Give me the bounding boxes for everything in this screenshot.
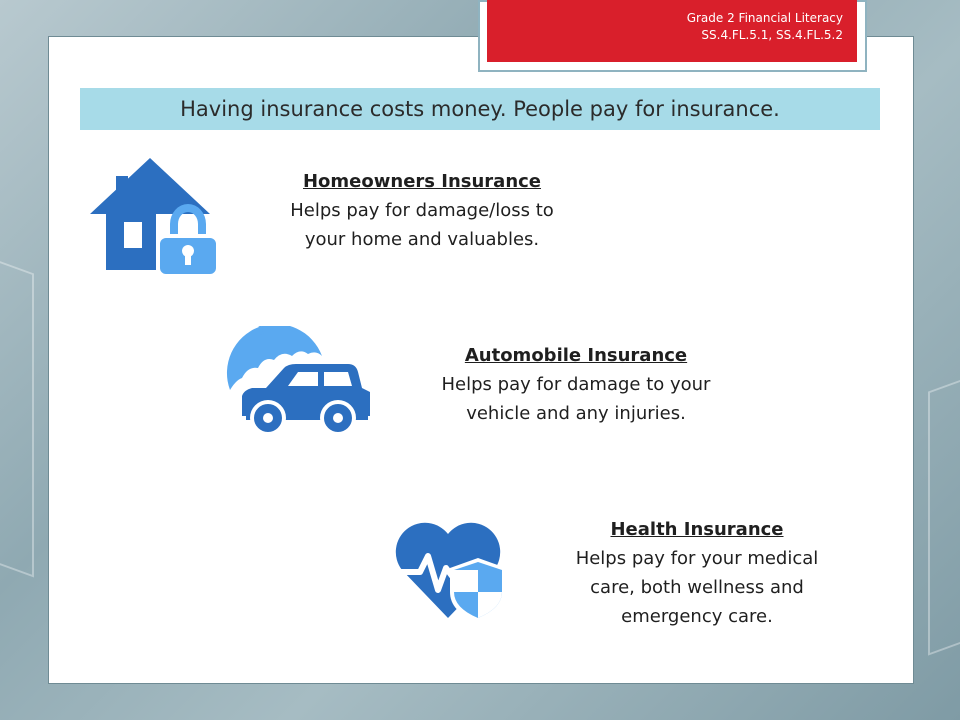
health-section	[520, 516, 874, 631]
health-desc-line1: Helps pay for your medical	[575, 548, 819, 569]
automobile-title: Automobile Insurance	[464, 345, 688, 366]
automobile-desc-line1: Helps pay for damage to your	[441, 374, 711, 395]
homeowners-desc-line1: Helps pay for damage/loss to	[290, 200, 554, 221]
homeowners-section	[240, 168, 604, 254]
badge-standards-label: SS.4.FL.5.1, SS.4.FL.5.2	[701, 28, 843, 42]
automobile-desc-line2: vehicle and any injuries.	[466, 403, 686, 424]
automobile-section	[394, 342, 758, 428]
house-lock-icon	[86, 154, 220, 276]
car-umbrella-icon	[226, 326, 376, 436]
background-hexagon-right	[928, 368, 960, 655]
health-desc-line2: care, both wellness and	[590, 577, 804, 598]
grade-badge	[487, 0, 857, 62]
health-desc-line3: emergency care.	[621, 606, 773, 627]
homeowners-desc-line2: your home and valuables.	[304, 229, 540, 250]
headline-banner: Having insurance costs money. People pay for insurance.	[80, 88, 880, 130]
health-title: Health Insurance	[610, 519, 784, 540]
heart-shield-icon	[394, 518, 508, 622]
background-hexagon-left	[0, 247, 34, 578]
homeowners-title: Homeowners Insurance	[302, 171, 542, 192]
badge-grade-label: Grade 2 Financial Literacy	[686, 11, 843, 25]
